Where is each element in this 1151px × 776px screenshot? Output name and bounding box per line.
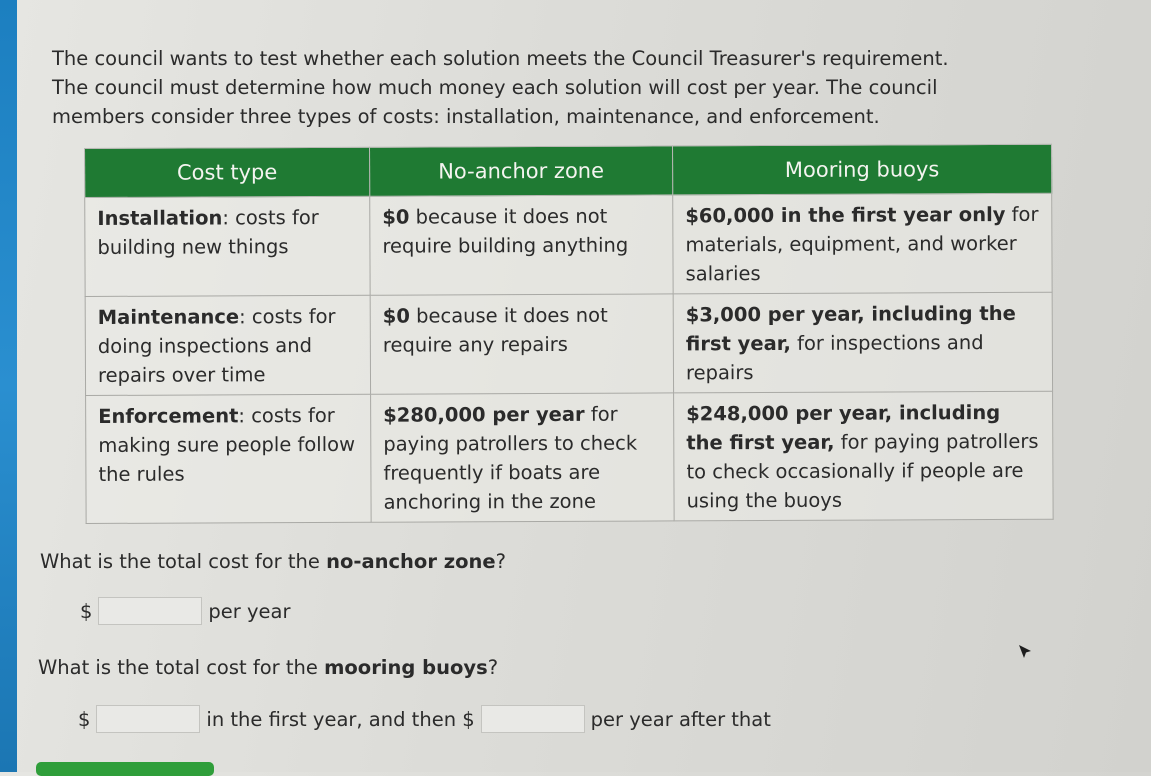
cell-no-anchor — [370, 195, 673, 295]
question-mooring-buoys — [38, 656, 498, 679]
table-row-maintenance — [85, 292, 1052, 395]
cell-mooring — [674, 391, 1054, 521]
mooring-per-year-input[interactable] — [481, 705, 585, 733]
cost-detail: for materials, equipment, and worker salaries — [685, 202, 1039, 286]
cell-no-anchor — [370, 294, 673, 394]
left-edge-strip — [0, 0, 17, 772]
dollar-sign: $ — [80, 599, 93, 623]
answer-row-mooring-buoys — [78, 705, 771, 733]
table-row-enforcement — [86, 391, 1054, 523]
submit-button[interactable] — [36, 762, 214, 776]
cell-cost-type — [85, 295, 370, 395]
unit-label: per year after that — [590, 707, 771, 731]
cost-detail: for inspections and repairs — [685, 331, 984, 385]
table-row-installation — [85, 193, 1052, 296]
cost-type-description: : costs for making sure people follow the rules — [98, 403, 356, 486]
intro-line: The council wants to test whether each solution meets the Council Treasurer's requirement. — [52, 47, 949, 70]
question-text: What is the total cost for the — [40, 550, 327, 573]
header-mooring-buoys: Mooring buoys — [672, 144, 1051, 195]
cost-amount: $3,000 per year, including the first year, — [685, 301, 1016, 356]
mouse-pointer-icon — [1018, 644, 1032, 662]
cell-mooring — [673, 292, 1052, 393]
cost-comparison-table — [84, 144, 1054, 524]
cost-detail: for paying patrollers to check occasionally if people are using the buoys — [686, 429, 1039, 513]
question-mark: ? — [487, 656, 499, 679]
question-no-anchor-zone — [40, 550, 506, 573]
question-text: What is the total cost for the — [38, 656, 325, 679]
intro-line: members consider three types of costs: installation, maintenance, and enforcement. — [52, 105, 880, 128]
cost-type-description: : costs for doing inspections and repairs over time — [97, 304, 336, 387]
cell-cost-type — [85, 196, 370, 296]
unit-label: per year — [208, 599, 291, 623]
cost-detail: because it does not require any repairs — [382, 303, 608, 357]
header-no-anchor-zone: No-anchor zone — [369, 146, 672, 196]
cost-type-name: Installation — [97, 206, 223, 230]
header-cost-type: Cost type — [85, 147, 370, 197]
intro-line: The council must determine how much money each solution will cost per year. The council — [52, 76, 938, 99]
cost-type-name: Enforcement — [98, 404, 239, 428]
cost-amount: $60,000 in the first year only — [685, 202, 1006, 228]
cell-no-anchor — [371, 393, 675, 522]
cost-amount: $280,000 per year — [383, 402, 585, 427]
cost-type-name: Maintenance — [97, 305, 240, 329]
cost-detail: for paying patrollers to check frequently if boats are anchoring in the zone — [383, 402, 638, 514]
cost-amount: $0 — [382, 205, 410, 229]
cell-mooring — [673, 193, 1052, 294]
question-mark: ? — [495, 550, 506, 573]
cost-amount: $0 — [382, 304, 410, 328]
cost-type-description: : costs for building new things — [97, 205, 319, 259]
dollar-sign: $ — [78, 707, 91, 731]
table-header-row — [85, 144, 1052, 197]
answer-row-no-anchor-zone — [80, 597, 291, 625]
cell-cost-type — [86, 394, 372, 523]
cost-amount: $248,000 per year, including the first year, — [686, 401, 1001, 455]
question-emphasis: mooring buoys — [324, 656, 488, 679]
connector-text: in the first year, and then $ — [206, 707, 475, 731]
no-anchor-total-input[interactable] — [98, 597, 202, 625]
question-emphasis: no-anchor zone — [326, 550, 496, 573]
intro-paragraph — [52, 44, 1052, 131]
mooring-first-year-input[interactable] — [96, 705, 200, 733]
cost-detail: because it does not require building anything — [382, 204, 629, 258]
